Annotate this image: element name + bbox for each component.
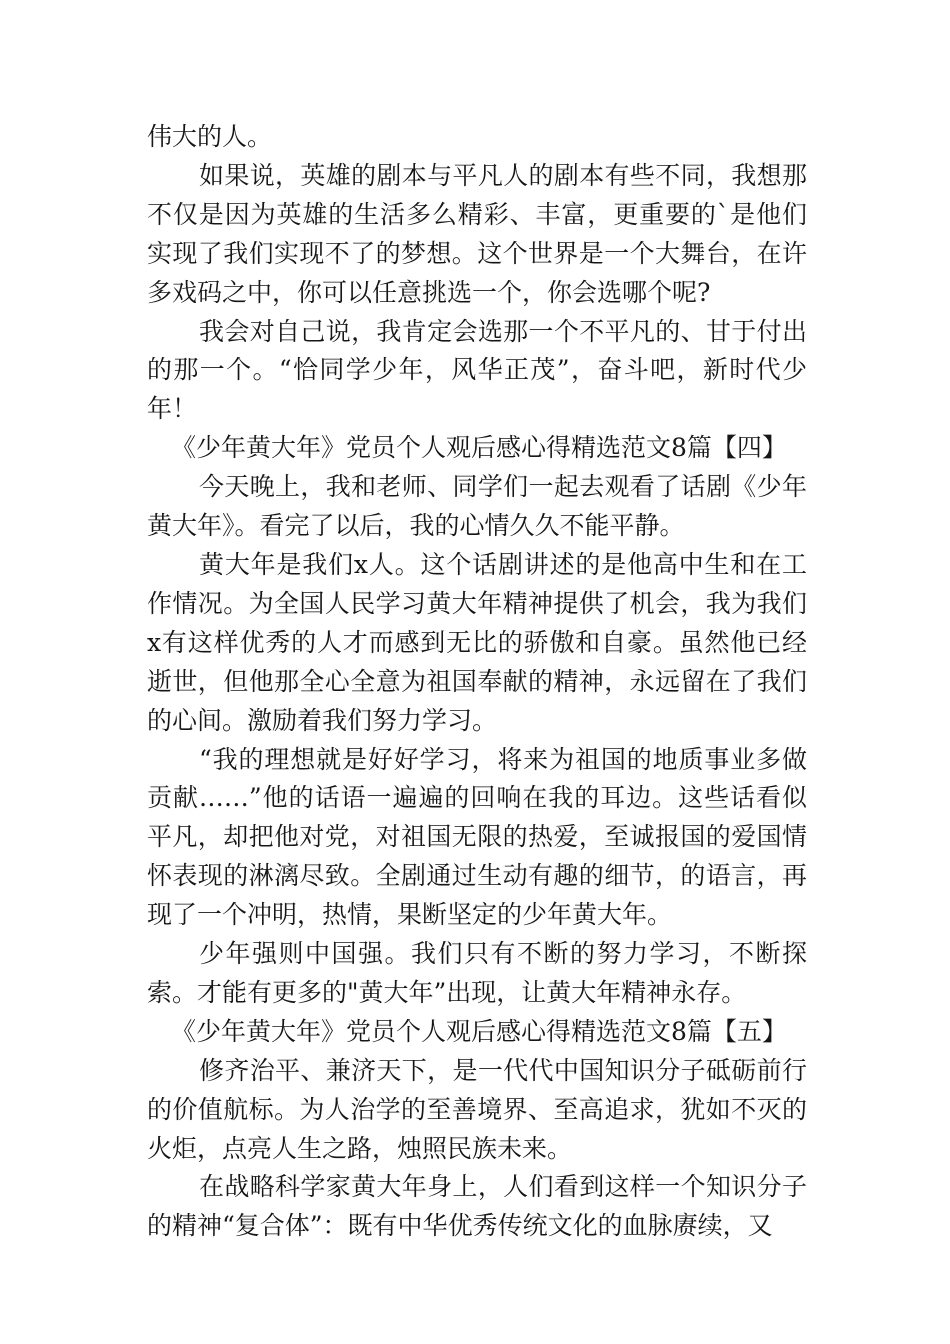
- paragraph: 少年强则中国强。我们只有不断的努力学习，不断探索。才能有更多的"黄大年”出现，让黄大年精神永存。: [147, 939, 807, 1007]
- paragraph: 如果说，英雄的剧本与平凡人的剧本有些不同，我想那不仅是因为英雄的生活多么精彩、丰富，更重要的`是他们实现了我们实现不了的梦想。这个世界是一个大舞台，在许多戏码之中，你可以任意挑选一个，你会选哪个呢?: [147, 160, 807, 307]
- paragraph: 今天晚上，我和老师、同学们一起去观看了话剧《少年黄大年》。看完了以后，我的心情久久不能平静。: [147, 472, 807, 541]
- paragraph: 我会对自己说，我肯定会选那一个不平凡的、甘于付出的那一个。“恰同学少年，风华正茂”，奋斗吧，新时代少年！: [147, 316, 807, 424]
- paragraph-continuation: 伟大的人。: [147, 122, 273, 151]
- paragraph: 黄大年是我们x人。这个话剧讲述的是他高中生和在工作情况。为全国人民学习黄大年精神提供了机会，我为我们x有这样优秀的人才而感到无比的骄傲和自豪。虽然他已经逝世，但他那全心全意为祖国奉献的精神，永远留在了我们的心间。激励着我们努力学习。: [147, 549, 807, 735]
- paragraph: “我的理想就是好好学习，将来为祖国的地质事业多做贡献……”他的话语一遍遍的回响在我的耳边。这些话看似平凡，却把他对党，对祖国无限的热爱，至诚报国的爱国情怀表现的淋漓尽致。全剧通过生动有趣的细节，的语言，再现了一个冲明，热情，果断坚定的少年黄大年。: [147, 744, 807, 930]
- section-heading: 《少年黄大年》党员个人观后感心得精选范文8篇【五】: [171, 1016, 787, 1046]
- section-heading: 《少年黄大年》党员个人观后感心得精选范文8篇【四】: [171, 433, 787, 463]
- paragraph: 修齐治平、兼济天下，是一代代中国知识分子砥砺前行的价值航标。为人治学的至善境界、至高追求，犹如不灭的火炬，点亮人生之路，烛照民族未来。: [147, 1055, 807, 1163]
- document-body: [147, 118, 807, 1246]
- paragraph: 在战略科学家黄大年身上，人们看到这样一个知识分子的精神“复合体”：既有中华优秀传统文化的血脉赓续，又: [147, 1172, 807, 1241]
